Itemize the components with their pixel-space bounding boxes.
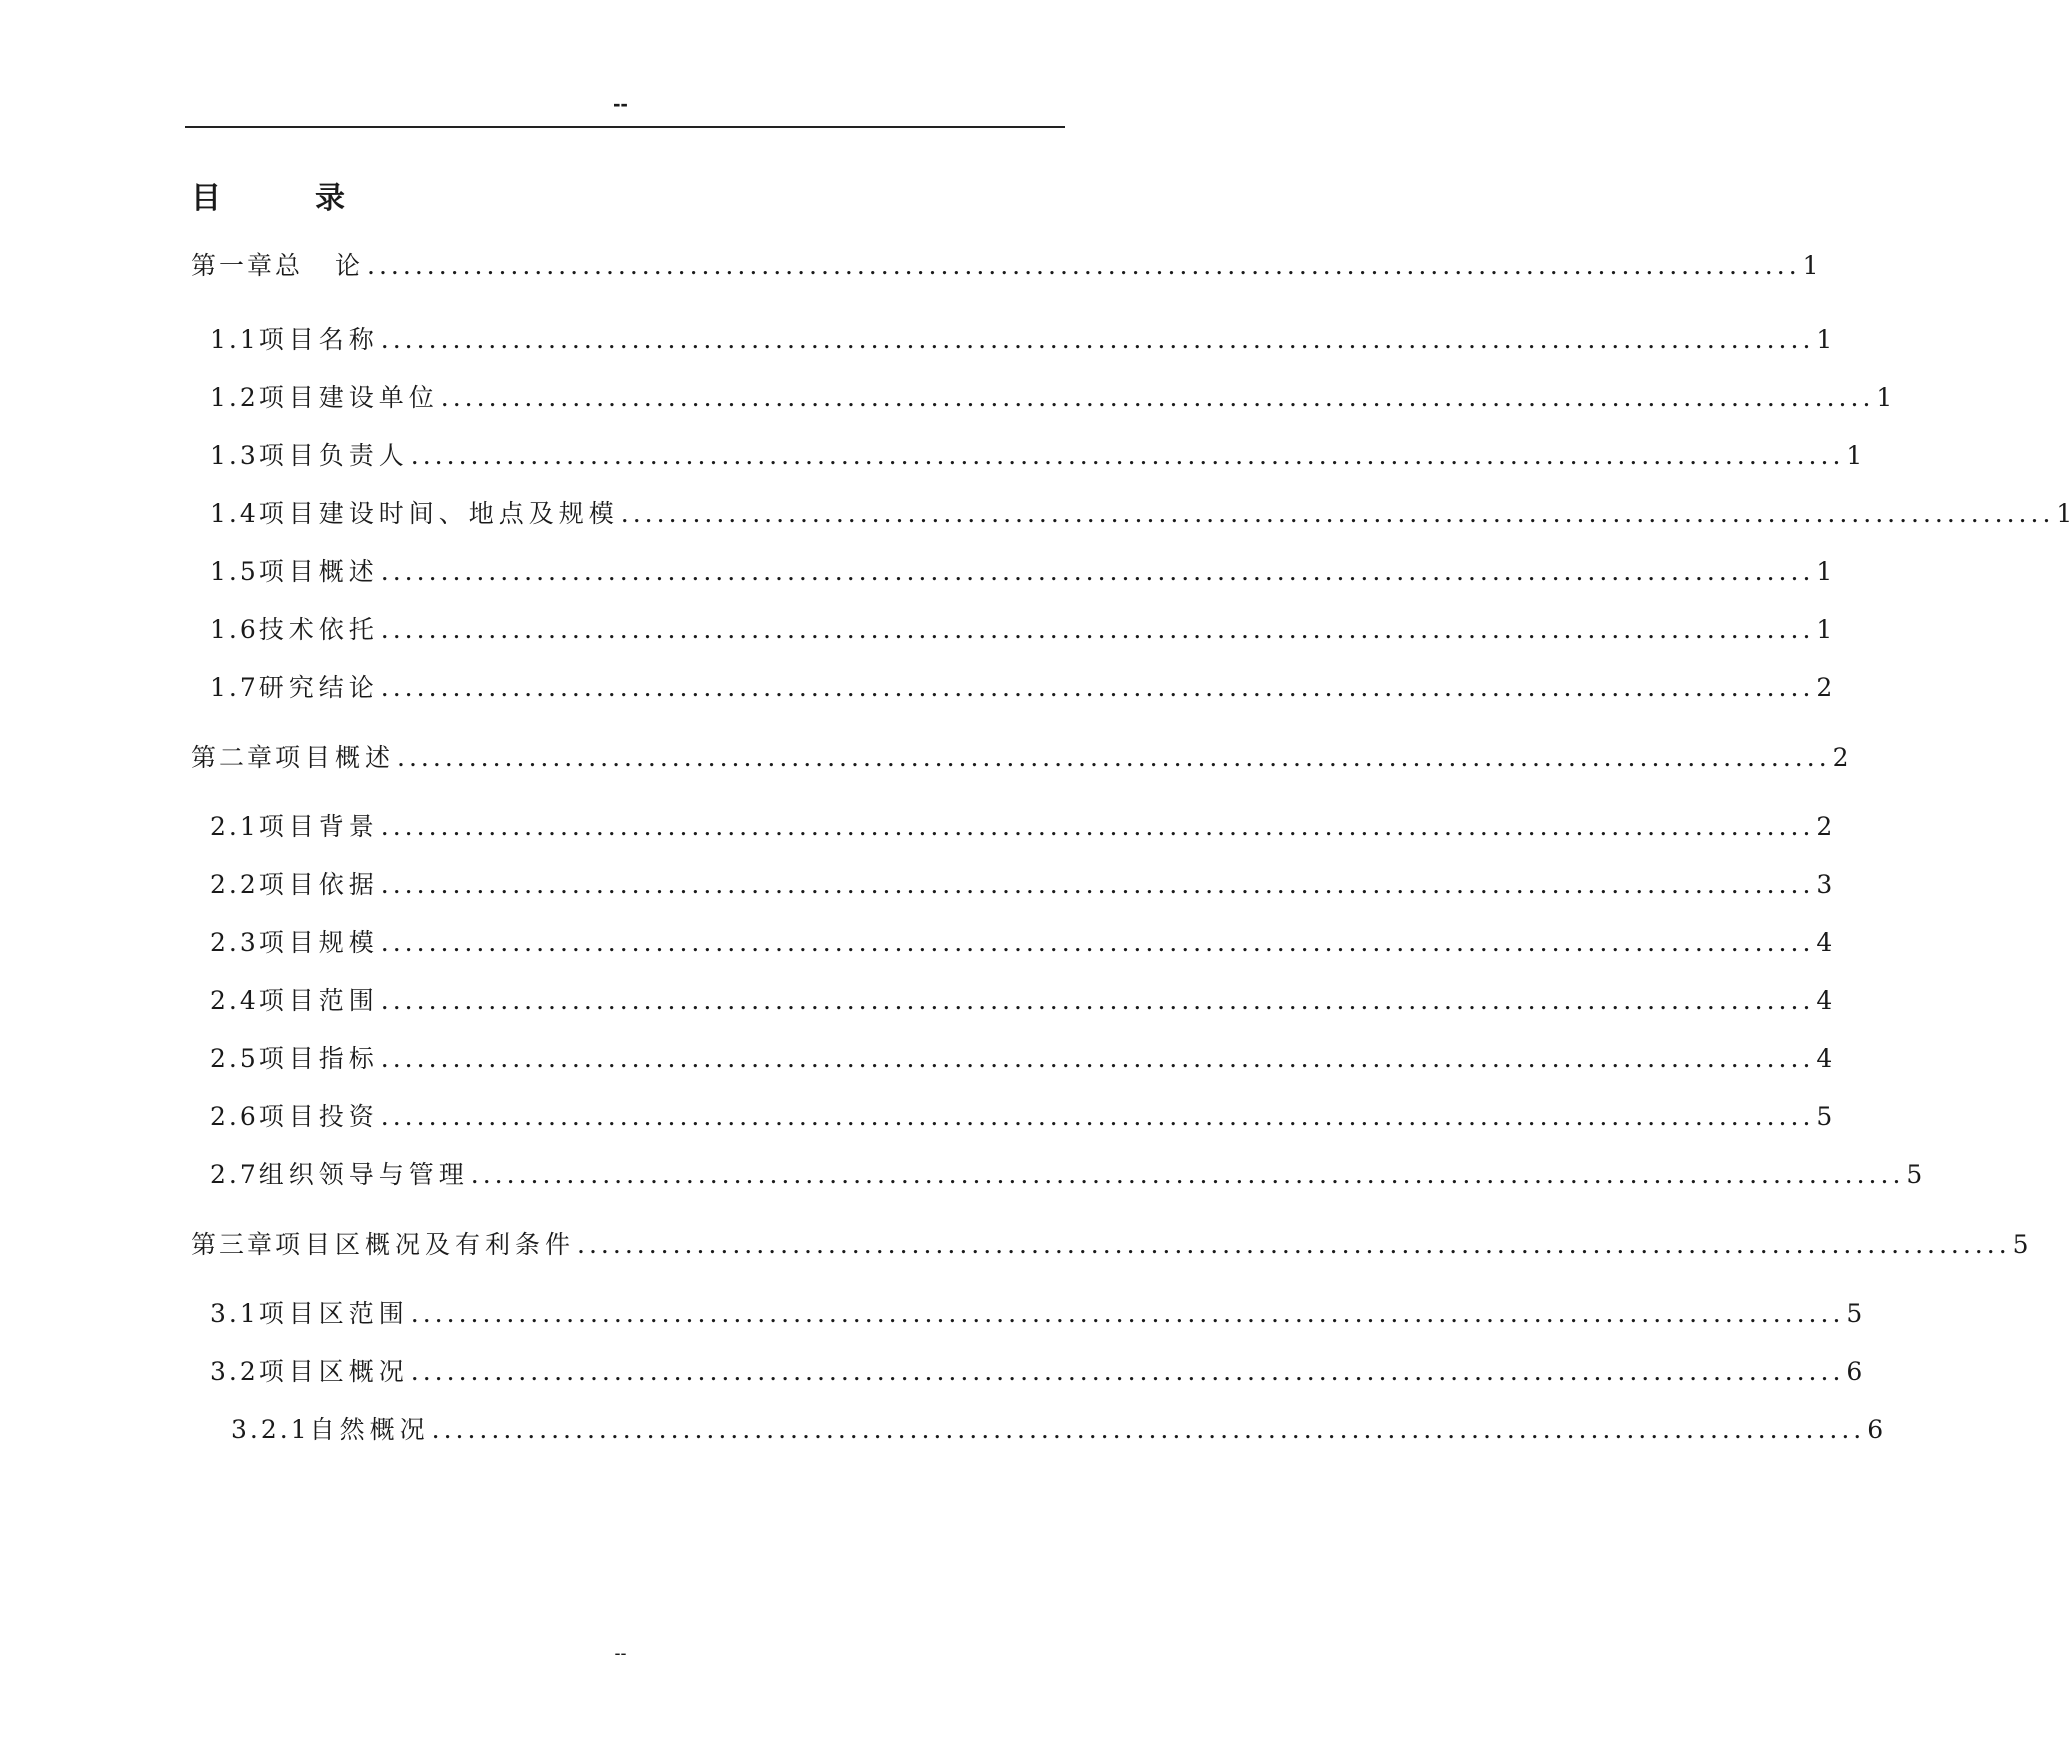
toc-entry-label: 项目指标 [258, 1044, 379, 1073]
toc-entry-page-number: 1 [2056, 499, 2072, 528]
toc-entry-number: 1.1 [210, 325, 259, 354]
toc-entry-number: 3.2.1 [231, 1415, 310, 1444]
toc-entry-page-number: 5 [2012, 1230, 2029, 1259]
toc-entry[interactable] [210, 868, 1833, 902]
toc-entry[interactable] [210, 984, 1833, 1018]
toc-dot-leader: ........................................................................................................................ [380, 325, 1815, 354]
toc-entry-label: 项目区范围 [258, 1299, 409, 1328]
toc-entry-label: 项目区概况 [258, 1357, 409, 1386]
toc-dot-leader: ........................................................................................................................ [380, 928, 1815, 957]
toc-entry[interactable] [210, 555, 1833, 589]
toc-entry-number: 第三章 [191, 1230, 276, 1259]
toc-entry-label: 项目概述 [275, 743, 396, 772]
toc-entry-number: 第二章 [191, 743, 276, 772]
toc-title [191, 181, 345, 217]
toc-entry-number: 2.3 [210, 928, 259, 957]
toc-entry[interactable] [210, 497, 2072, 531]
toc-entry[interactable] [210, 1158, 1923, 1192]
toc-entry-page-number: 4 [1816, 1044, 1833, 1073]
toc-entry[interactable] [210, 1297, 1863, 1331]
toc-entry[interactable] [210, 1100, 1833, 1134]
toc-entry-page-number: 5 [1816, 1102, 1833, 1131]
page-header-mark: -- [613, 91, 628, 116]
toc-entry-number: 2.6 [210, 1102, 259, 1131]
toc-dot-leader: ........................................................................................................................ [577, 1230, 2011, 1259]
toc-entry-number: 1.6 [210, 615, 259, 644]
toc-dot-leader: ........................................................................................................................ [397, 743, 1831, 772]
toc-entry-number: 3.1 [210, 1299, 259, 1328]
toc-entry-number: 1.3 [210, 441, 259, 470]
toc-dot-leader: ........................................................................................................................ [410, 441, 1845, 470]
toc-entry-page-number: 2 [1816, 812, 1833, 841]
toc-entry-page-number: 4 [1816, 928, 1833, 957]
toc-entry[interactable] [191, 249, 1819, 283]
toc-entry-label: 项目范围 [258, 986, 379, 1015]
toc-entry-number: 1.5 [210, 557, 259, 586]
toc-entry[interactable] [210, 439, 1863, 473]
toc-entry-label: 项目概述 [258, 557, 379, 586]
toc-entry-label: 项目规模 [258, 928, 379, 957]
toc-dot-leader: ........................................................................................................................ [380, 870, 1815, 899]
toc-dot-leader: ........................................................................................................................ [380, 986, 1815, 1015]
toc-dot-leader: ........................................................................................................................ [440, 383, 1875, 412]
toc-entry[interactable] [210, 926, 1833, 960]
toc-entry-number: 1.4 [210, 499, 259, 528]
toc-dot-leader: ........................................................................................................................ [380, 673, 1815, 702]
toc-entry[interactable] [210, 323, 1833, 357]
toc-entry-number: 第一章 [191, 251, 276, 280]
toc-entry-number: 1.2 [210, 383, 259, 412]
toc-entry-label: 项目背景 [258, 812, 379, 841]
toc-entry[interactable] [191, 741, 1849, 775]
toc-entry-label: 项目建设单位 [258, 383, 439, 412]
toc-entry-page-number: 5 [1846, 1299, 1863, 1328]
toc-dot-leader: ........................................................................................................................ [470, 1160, 1905, 1189]
toc-entry-label: 项目名称 [258, 325, 379, 354]
toc-entry[interactable] [231, 1413, 1884, 1447]
toc-entry-page-number: 1 [1816, 615, 1833, 644]
toc-entry-number: 2.5 [210, 1044, 259, 1073]
toc-entry-page-number: 1 [1876, 383, 1893, 412]
toc-dot-leader: ........................................................................................................................ [620, 499, 2055, 528]
toc-entry-page-number: 2 [1832, 743, 1849, 772]
toc-dot-leader: ........................................................................................................................ [380, 615, 1815, 644]
toc-entry-page-number: 1 [1816, 325, 1833, 354]
page-footer-mark: -- [614, 1643, 627, 1663]
toc-entry-number: 2.1 [210, 812, 259, 841]
toc-entry-label: 总 论 [275, 251, 366, 280]
toc-dot-leader: ........................................................................................................................ [380, 557, 1815, 586]
toc-dot-leader: ........................................................................................................................ [380, 1044, 1815, 1073]
toc-entry-number: 2.2 [210, 870, 259, 899]
toc-entry[interactable] [210, 1042, 1833, 1076]
toc-entry-label: 项目投资 [258, 1102, 379, 1131]
toc-dot-leader: ........................................................................................................................ [431, 1415, 1866, 1444]
toc-entry[interactable] [210, 671, 1833, 705]
header-rule [185, 126, 1065, 128]
toc-title-char-1: 目 [191, 181, 221, 216]
toc-entry-label: 自然概况 [309, 1415, 430, 1444]
toc-entry-page-number: 4 [1816, 986, 1833, 1015]
toc-entry-page-number: 1 [1802, 251, 1819, 280]
toc-entry[interactable] [210, 381, 1893, 415]
toc-entry-number: 1.7 [210, 673, 259, 702]
toc-entry-label: 组织领导与管理 [258, 1160, 469, 1189]
toc-entry-page-number: 2 [1816, 673, 1833, 702]
toc-entry[interactable] [191, 1228, 2029, 1262]
toc-entry[interactable] [210, 810, 1833, 844]
toc-entry-page-number: 6 [1846, 1357, 1863, 1386]
toc-entry-number: 3.2 [210, 1357, 259, 1386]
toc-dot-leader: ........................................................................................................................ [367, 251, 1801, 280]
toc-title-char-2: 录 [315, 181, 345, 216]
toc-entry[interactable] [210, 1355, 1863, 1389]
toc-entry-label: 项目建设时间、地点及规模 [258, 499, 619, 528]
toc-dot-leader: ........................................................................................................................ [410, 1299, 1845, 1328]
toc-dot-leader: ........................................................................................................................ [410, 1357, 1845, 1386]
toc-entry-page-number: 6 [1867, 1415, 1884, 1444]
toc-entry-number: 2.4 [210, 986, 259, 1015]
toc-entry-number: 2.7 [210, 1160, 259, 1189]
toc-entry-label: 项目依据 [258, 870, 379, 899]
toc-entry-label: 项目负责人 [258, 441, 409, 470]
toc-entry-label: 技术依托 [258, 615, 379, 644]
toc-dot-leader: ........................................................................................................................ [380, 812, 1815, 841]
toc-entry-page-number: 5 [1906, 1160, 1923, 1189]
toc-entry-page-number: 3 [1816, 870, 1833, 899]
toc-entry-page-number: 1 [1846, 441, 1863, 470]
toc-dot-leader: ........................................................................................................................ [380, 1102, 1815, 1131]
toc-entry-label: 项目区概况及有利条件 [275, 1230, 576, 1259]
toc-entry-page-number: 1 [1816, 557, 1833, 586]
toc-entry-label: 研究结论 [258, 673, 379, 702]
toc-entry[interactable] [210, 613, 1833, 647]
